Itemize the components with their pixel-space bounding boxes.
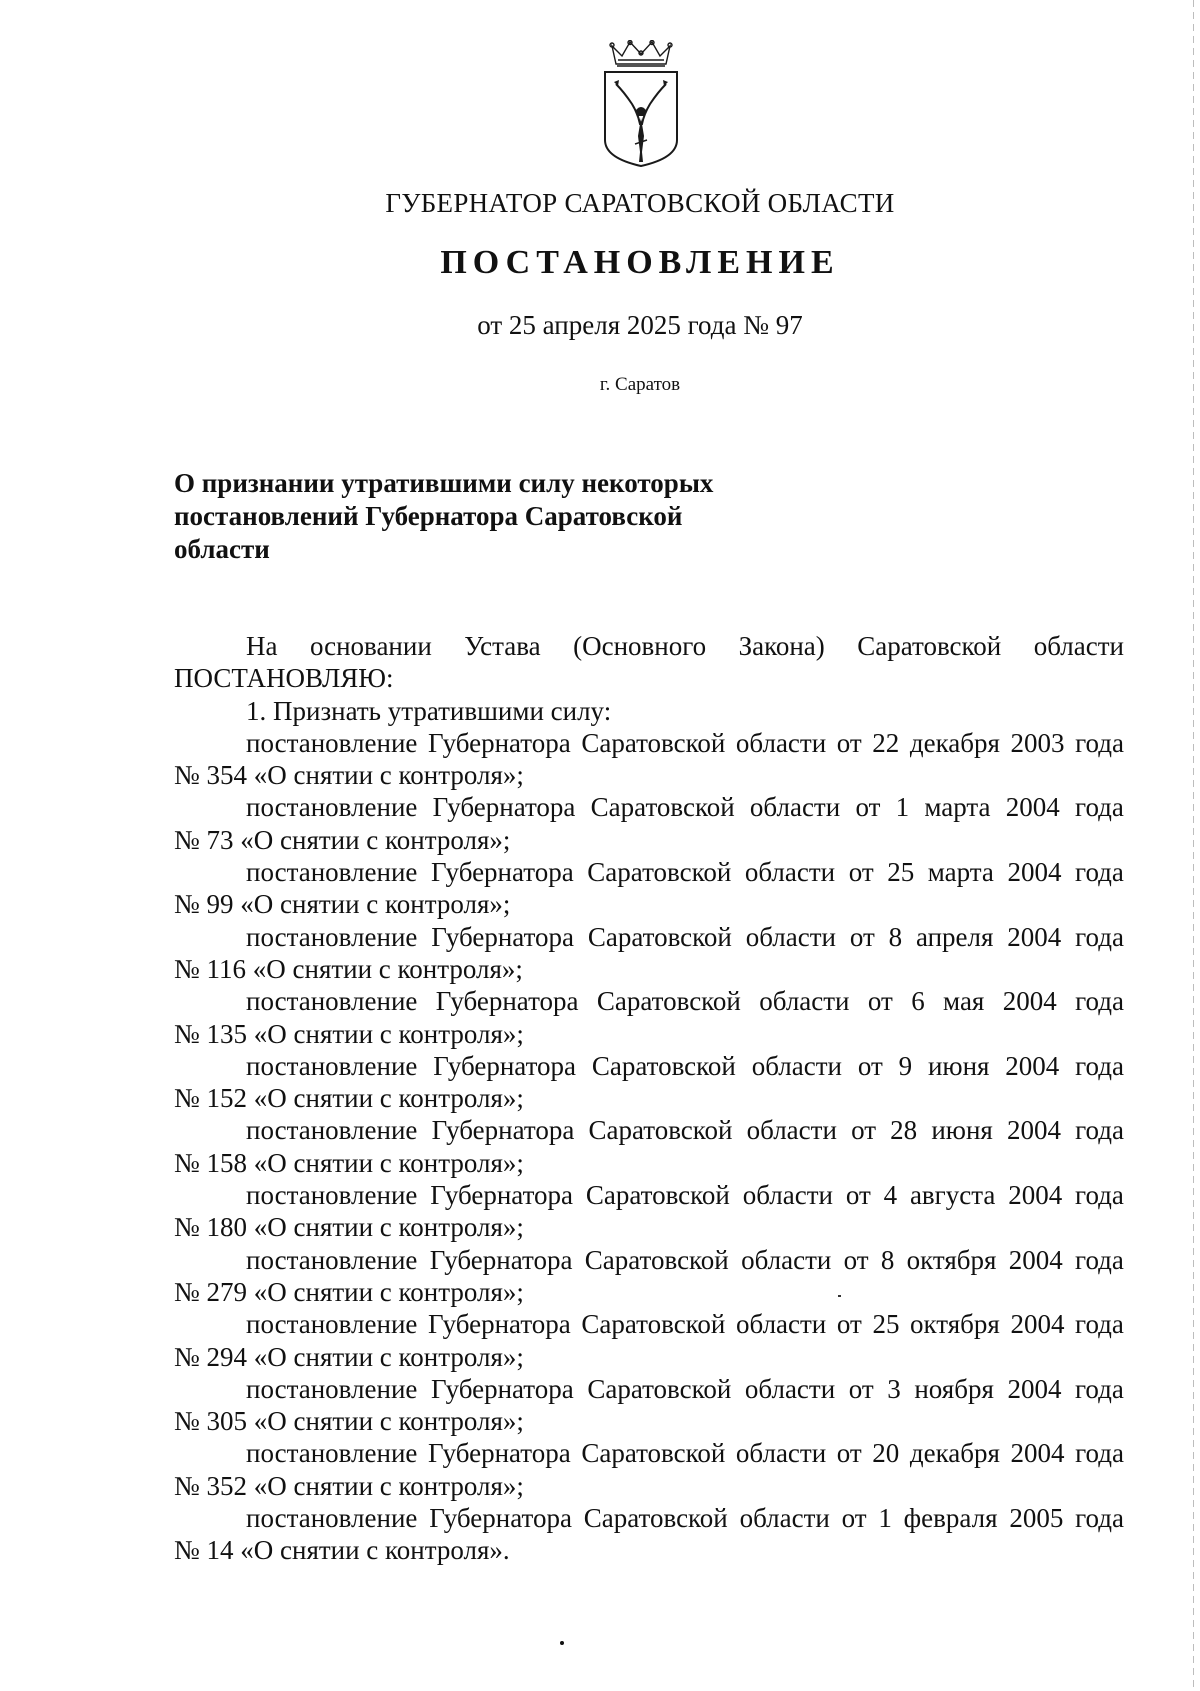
repealed-act-word: октября: [910, 1309, 1000, 1340]
repealed-act-line: [174, 791, 1124, 823]
repealed-act-line: [174, 1502, 1124, 1534]
repealed-act-word: от: [857, 1050, 883, 1081]
repealed-act-word: Губернатора: [429, 1244, 573, 1275]
clause-1-heading: 1. Признать утратившими силу:: [246, 695, 612, 726]
repealed-act-word: Саратовской: [587, 1373, 732, 1404]
repealed-act-word: 2004: [1005, 792, 1060, 823]
repealed-act-word: области: [736, 1309, 827, 1340]
repealed-act-word: года: [1075, 986, 1124, 1017]
repealed-act-word: области: [745, 921, 836, 952]
repealed-act-word: Саратовской: [588, 1115, 733, 1146]
repealed-act-word: от: [836, 1438, 862, 1469]
repealed-act-word: 1: [895, 792, 910, 823]
repealed-act-word: 2005: [1009, 1503, 1064, 1534]
repealed-act-word: 8: [888, 921, 903, 952]
repealed-act-word: 28: [890, 1115, 918, 1146]
repealed-act-line: [174, 1050, 1124, 1082]
repealed-act-word: области: [749, 792, 841, 823]
repealed-act-word: от: [848, 857, 874, 888]
repealed-act-word: августа: [909, 1180, 996, 1211]
repealed-act-line: [174, 856, 1124, 888]
repealed-act-word: области: [744, 1373, 836, 1404]
repealed-act-word: ноября: [914, 1373, 994, 1404]
repealed-act-line: [174, 1114, 1124, 1146]
preamble-word: области: [1033, 631, 1124, 661]
repealed-act-word: 8: [880, 1244, 895, 1275]
repealed-act-word: 2003: [1010, 727, 1065, 758]
repealed-act-number: № 354 «О снятии с контроля»;: [174, 760, 524, 791]
repealed-act-word: от: [849, 921, 875, 952]
repealed-act-word: года: [1075, 857, 1124, 888]
repealed-act-word: области: [751, 1050, 842, 1081]
repealed-act-word: от: [836, 1309, 862, 1340]
repealed-act-word: Губернатора: [428, 1309, 571, 1340]
issuing-authority: ГУБЕРНАТОР САРАТОВСКОЙ ОБЛАСТИ: [385, 188, 895, 218]
decree-word: ПОСТАНОВЛЯЮ:: [174, 663, 394, 694]
repealed-act-word: 20: [872, 1438, 900, 1469]
repealed-act-number: № 305 «О снятии с контроля»;: [174, 1406, 524, 1437]
repealed-act-word: 3: [887, 1373, 901, 1404]
repealed-act-word: области: [744, 857, 836, 888]
repealed-act-word: года: [1075, 1309, 1124, 1340]
preamble-word: (Основного: [573, 631, 707, 661]
repealed-act-number: № 352 «О снятии с контроля»;: [174, 1470, 524, 1501]
repealed-act-word: 2004: [1008, 1180, 1063, 1211]
repealed-act-line: [174, 1179, 1124, 1211]
repealed-act-word: марта: [924, 792, 991, 823]
repealed-act-word: от: [836, 727, 862, 758]
repealed-act-word: 2004: [1010, 1309, 1065, 1340]
subject-line: постановлений Губернатора Саратовской: [174, 501, 683, 531]
repealed-act-word: постановление: [246, 1115, 418, 1146]
repealed-act-word: Саратовской: [581, 1438, 726, 1469]
repealed-act-word: постановление: [246, 1050, 418, 1081]
repealed-act-word: Губернатора: [427, 727, 571, 758]
repealed-act-word: от: [848, 1373, 874, 1404]
preamble-word: Устава: [464, 631, 541, 661]
document-subject: [174, 467, 734, 566]
repealed-act-word: Саратовской: [587, 857, 732, 888]
repealed-act-word: от: [845, 1180, 871, 1211]
repealed-act-number: № 14 «О снятии с контроля».: [174, 1535, 510, 1566]
repealed-act-word: октября: [906, 1244, 997, 1275]
repealed-act-word: области: [746, 1115, 837, 1146]
scan-speck: [838, 1295, 841, 1297]
repealed-act-word: года: [1075, 792, 1124, 823]
repealed-act-number: № 158 «О снятии с контроля»;: [174, 1147, 524, 1178]
repealed-act-word: области: [735, 1438, 827, 1469]
repealed-act-word: Саратовской: [581, 727, 726, 758]
repealed-act-word: июня: [927, 1050, 990, 1081]
repealed-act-word: постановление: [246, 1180, 418, 1211]
repealed-act-word: Саратовской: [587, 921, 732, 952]
repealed-act-number: № 294 «О снятии с контроля»;: [174, 1341, 524, 1372]
repealed-act-number: № 135 «О снятии с контроля»;: [174, 1018, 524, 1049]
repealed-act-number: № 180 «О снятии с контроля»;: [174, 1212, 524, 1243]
repealed-act-word: от: [843, 1244, 869, 1275]
repealed-act-word: года: [1075, 1115, 1124, 1146]
repealed-act-word: июня: [931, 1115, 993, 1146]
preamble-word: На: [246, 631, 278, 661]
repealed-act-word: Губернатора: [435, 986, 579, 1017]
repealed-act-word: Губернатора: [430, 1373, 574, 1404]
repealed-act-line: [174, 985, 1124, 1017]
repealed-act-number: № 279 «О снятии с контроля»;: [174, 1276, 524, 1307]
repealed-act-word: постановление: [246, 1438, 418, 1469]
repealed-act-word: постановление: [246, 1244, 418, 1275]
repealed-act-word: года: [1075, 1180, 1124, 1211]
repealed-act-word: 4: [883, 1180, 898, 1211]
repealed-act-word: Саратовской: [581, 1309, 726, 1340]
subject-line: области: [174, 534, 270, 564]
repealed-act-word: года: [1075, 1244, 1124, 1275]
repealed-act-word: 1: [878, 1503, 892, 1534]
repealed-act-line: [174, 1308, 1124, 1340]
preamble-word: Саратовской: [857, 631, 1002, 661]
repealed-act-word: от: [855, 792, 881, 823]
repealed-act-word: Саратовской: [583, 1503, 728, 1534]
repealed-act-word: марта: [927, 857, 994, 888]
repealed-act-word: 9: [898, 1050, 913, 1081]
document-city: г. Саратов: [599, 374, 681, 395]
repealed-act-word: от: [841, 1503, 867, 1534]
repealed-act-word: области: [741, 1244, 832, 1275]
repealed-act-number: № 99 «О снятии с контроля»;: [174, 889, 511, 920]
repealed-act-word: от: [851, 1115, 877, 1146]
repealed-act-word: Губернатора: [427, 1438, 571, 1469]
scan-dot: [560, 1641, 564, 1645]
repealed-act-word: года: [1075, 1373, 1124, 1404]
document-date-number: от 25 апреля 2025 года № 97: [477, 310, 803, 340]
repealed-act-word: Губернатора: [430, 857, 574, 888]
repealed-act-word: 6: [911, 986, 925, 1017]
repealed-acts-list: [174, 727, 1124, 1567]
repealed-act-number: № 73 «О снятии с контроля»;: [174, 824, 511, 855]
repealed-act-word: постановление: [246, 986, 418, 1017]
repealed-act-word: 2004: [1005, 1050, 1060, 1081]
repealed-act-word: постановление: [246, 792, 418, 823]
repealed-act-word: постановление: [246, 1309, 418, 1340]
repealed-act-word: 25: [872, 1309, 900, 1340]
saratov-coat-of-arms-icon: [602, 40, 680, 168]
repealed-act-word: постановление: [246, 1503, 418, 1534]
repealed-act-line: [174, 921, 1124, 953]
repealed-act-word: Губернатора: [429, 1503, 572, 1534]
repealed-act-word: декабря: [909, 1438, 1000, 1469]
repealed-act-number: № 152 «О снятии с контроля»;: [174, 1083, 524, 1114]
repealed-act-word: 2004: [1008, 1244, 1063, 1275]
repealed-act-word: года: [1075, 1503, 1124, 1534]
subject-line: О признании утратившими силу некоторых: [174, 468, 714, 498]
repealed-act-number: № 116 «О снятии с контроля»;: [174, 953, 523, 984]
repealed-act-word: года: [1075, 1438, 1124, 1469]
preamble-word: Закона): [738, 631, 825, 661]
document-body: [174, 630, 1124, 1567]
repealed-act-word: года: [1075, 921, 1124, 952]
repealed-act-word: Губернатора: [430, 1180, 574, 1211]
repealed-act-word: года: [1075, 1050, 1124, 1081]
repealed-act-word: 2004: [1007, 921, 1062, 952]
repealed-act-word: Губернатора: [432, 792, 576, 823]
preamble-line: [174, 630, 1124, 662]
repealed-act-word: области: [739, 1503, 830, 1534]
document-type-heading: ПОСТАНОВЛЕНИЕ: [440, 244, 840, 281]
repealed-act-word: 22: [872, 727, 900, 758]
repealed-act-word: от: [867, 986, 893, 1017]
repealed-act-word: области: [735, 727, 827, 758]
repealed-act-word: постановление: [246, 857, 418, 888]
repealed-act-word: Саратовской: [590, 792, 735, 823]
repealed-act-word: Губернатора: [431, 1115, 575, 1146]
repealed-act-word: Губернатора: [431, 921, 575, 952]
repealed-act-word: 2004: [1006, 1115, 1061, 1146]
repealed-act-word: области: [742, 1180, 833, 1211]
repealed-act-word: 2004: [1010, 1438, 1065, 1469]
repealed-act-word: 2004: [1007, 1373, 1062, 1404]
repealed-act-word: февраля: [903, 1503, 998, 1534]
repealed-act-word: Саратовской: [591, 1050, 736, 1081]
repealed-act-word: 2004: [1002, 986, 1057, 1017]
repealed-act-word: постановление: [246, 1373, 418, 1404]
repealed-act-line: [174, 727, 1124, 759]
repealed-act-word: постановление: [246, 921, 418, 952]
repealed-act-line: [174, 1244, 1124, 1276]
repealed-act-word: Саратовской: [596, 986, 741, 1017]
repealed-act-word: года: [1075, 727, 1124, 758]
repealed-act-word: области: [759, 986, 850, 1017]
repealed-act-word: апреля: [915, 921, 994, 952]
repealed-act-word: Саратовской: [585, 1180, 730, 1211]
repealed-act-word: постановление: [246, 727, 418, 758]
preamble-word: основании: [309, 631, 432, 661]
repealed-act-word: Губернатора: [433, 1050, 577, 1081]
repealed-act-word: Саратовской: [584, 1244, 729, 1275]
repealed-act-line: [174, 1373, 1124, 1405]
repealed-act-word: мая: [943, 986, 985, 1017]
repealed-act-line: [174, 1437, 1124, 1469]
repealed-act-word: декабря: [909, 727, 1000, 758]
repealed-act-word: 25: [887, 857, 915, 888]
repealed-act-word: 2004: [1007, 857, 1062, 888]
